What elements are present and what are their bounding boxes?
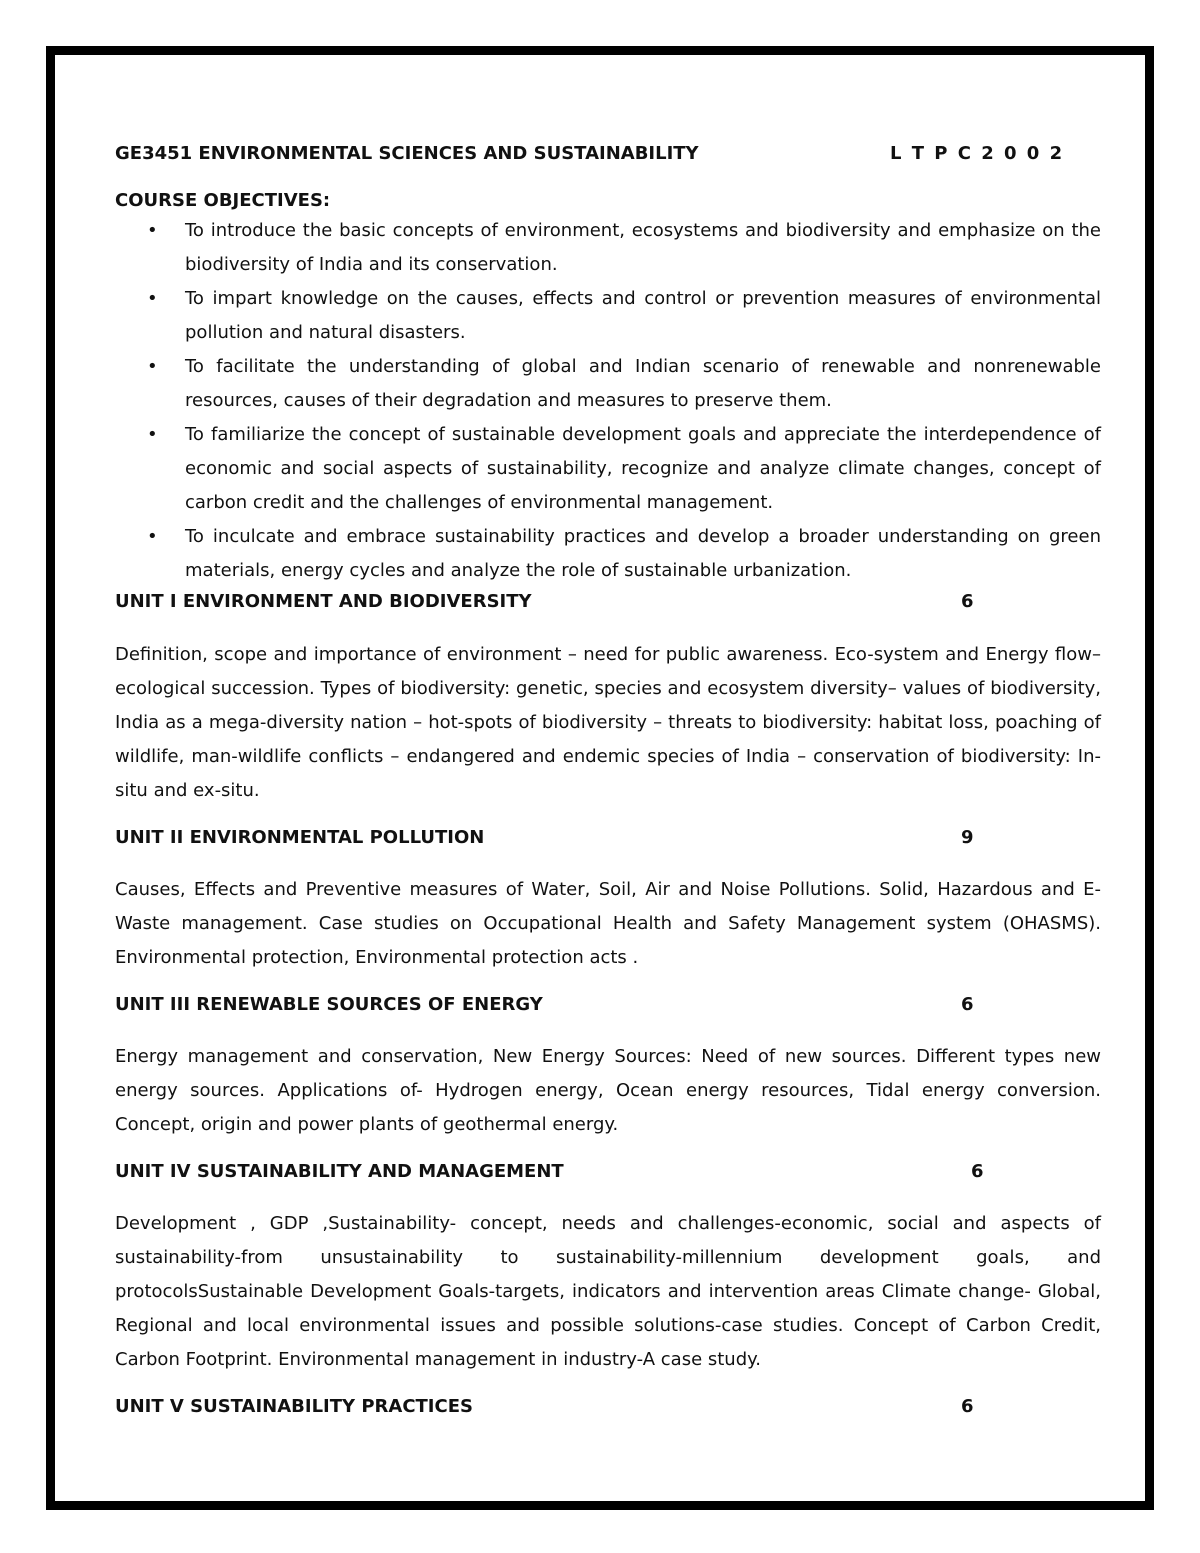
unit-4-heading: [115, 1158, 1101, 1186]
objective-item: [115, 350, 1101, 418]
unit-title: UNIT III RENEWABLE SOURCES OF ENERGY: [115, 994, 543, 1015]
objectives-heading: COURSE OBJECTIVES:: [115, 190, 331, 211]
bullet-icon: •: [147, 288, 158, 309]
objective-item: [115, 282, 1101, 350]
unit-hours: 6: [961, 1396, 974, 1417]
bullet-icon: •: [147, 356, 158, 377]
objective-item: [115, 214, 1101, 282]
unit-hours: 9: [961, 827, 974, 848]
unit-hours: 6: [961, 591, 974, 612]
objective-item: [115, 520, 1101, 588]
unit-3-heading: [115, 991, 1101, 1019]
unit-title: UNIT II ENVIRONMENTAL POLLUTION: [115, 827, 485, 848]
objective-text: To facilitate the understanding of global and Indian scenario of renewable and nonrenewable resources, causes of their degradation and measures to preserve them.: [185, 356, 1101, 411]
bullet-icon: •: [147, 220, 158, 241]
unit-2-heading: [115, 824, 1101, 852]
unit-title: UNIT IV SUSTAINABILITY AND MANAGEMENT: [115, 1161, 564, 1182]
objective-text: To introduce the basic concepts of environment, ecosystems and biodiversity and emphasize on the biodiversity of India and its conservation.: [185, 220, 1101, 275]
unit-4-description: Development , GDP ,Sustainability- concept, needs and challenges-economic, social and aspects of sustainability-from unsustainability to sustainability-millennium development goals, and protocolsSustainable Development Goals-targets, indicators and intervention areas Climate change- Global, Regional and local environmental issues and possible solutions-case studies. Concept of Carbon Credit, Carbon Footprint. Environmental management in industry-A case study.: [115, 1213, 1101, 1370]
unit-hours: 6: [961, 994, 974, 1015]
objective-item: [115, 418, 1101, 520]
unit-5-heading: [115, 1393, 1101, 1421]
course-title: GE3451 ENVIRONMENTAL SCIENCES AND SUSTAINABILITY: [115, 143, 699, 164]
unit-2-description: Causes, Effects and Preventive measures of Water, Soil, Air and Noise Pollutions. Solid, Hazardous and E-Waste management. Case studies on Occupational Health and Safety Management system (OHASMS). Environmental protection, Environmental protection acts .: [115, 879, 1101, 968]
syllabus-content: [115, 140, 1101, 1421]
ltpc-credits: L T P C 2 0 0 2: [890, 143, 1065, 164]
course-title-row: [115, 140, 1101, 168]
objective-text: To impart knowledge on the causes, effects and control or prevention measures of environmental pollution and natural disasters.: [185, 288, 1101, 343]
unit-hours: 6: [971, 1161, 984, 1182]
unit-title: UNIT V SUSTAINABILITY PRACTICES: [115, 1396, 473, 1417]
objective-text: To inculcate and embrace sustainability practices and develop a broader understanding on green materials, energy cycles and analyze the role of sustainable urbanization.: [185, 526, 1101, 581]
objectives-list: [115, 214, 1101, 588]
objective-text: To familiarize the concept of sustainable development goals and appreciate the interdependence of economic and social aspects of sustainability, recognize and analyze climate changes, concept of carbon credit and the challenges of environmental management.: [185, 424, 1101, 513]
bullet-icon: •: [147, 526, 158, 547]
unit-1-description: Definition, scope and importance of environment – need for public awareness. Eco-system and Energy flow– ecological succession. Types of biodiversity: genetic, species and ecosystem diversity– values of biodiversity, India as a mega-diversity nation – hot-spots of biodiversity – threats to biodiversity: habitat loss, poaching of wildlife, man-wildlife conflicts – endangered and endemic species of India – conservation of biodiversity: In-situ and ex-situ.: [115, 644, 1101, 801]
unit-1-heading: [115, 588, 1101, 616]
unit-3-description: Energy management and conservation, New Energy Sources: Need of new sources. Different types new energy sources. Applications of- Hydrogen energy, Ocean energy resources, Tidal energy conversion. Concept, origin and power plants of geothermal energy.: [115, 1046, 1101, 1135]
bullet-icon: •: [147, 424, 158, 445]
unit-title: UNIT I ENVIRONMENT AND BIODIVERSITY: [115, 591, 532, 612]
